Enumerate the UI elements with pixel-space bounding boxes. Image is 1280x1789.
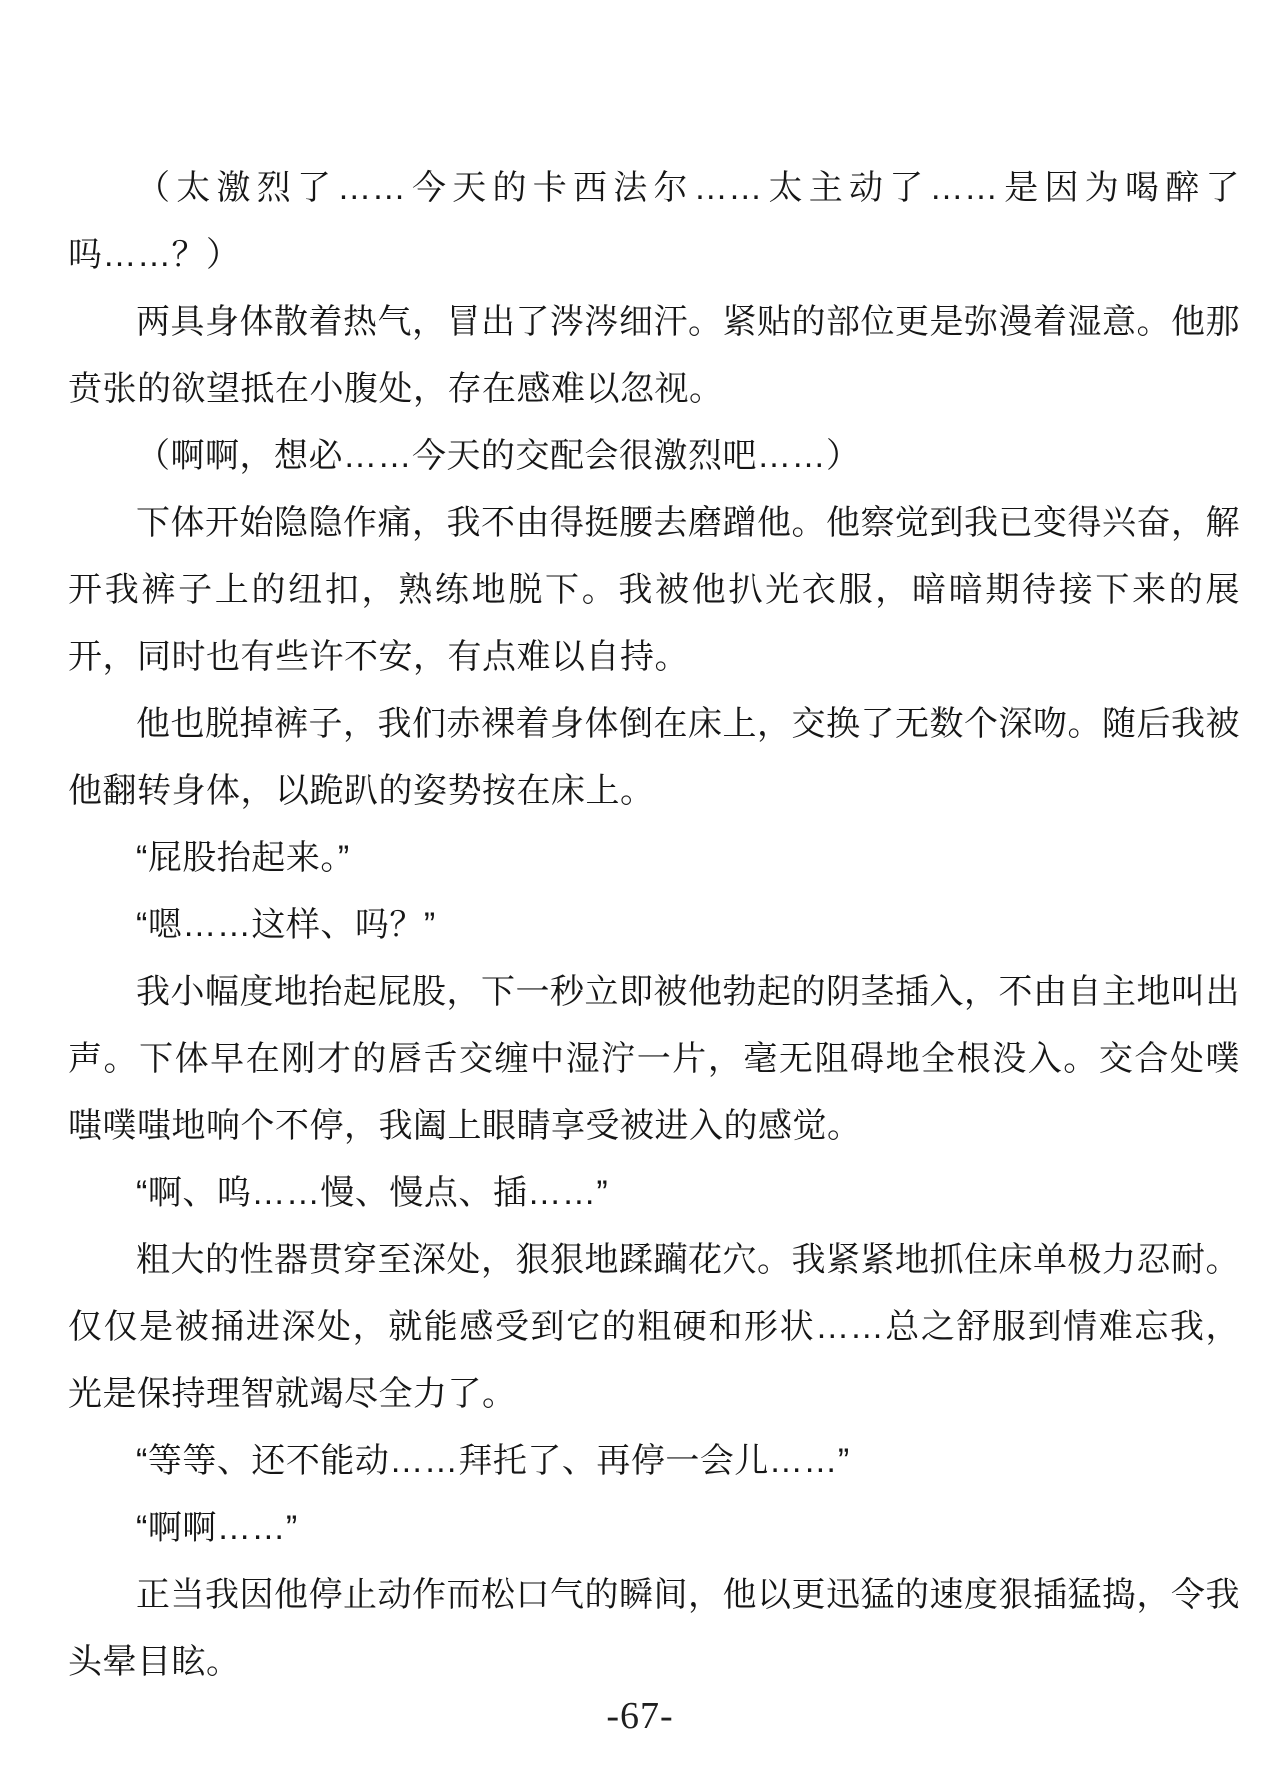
page-number: -67- <box>606 1695 674 1737</box>
paragraph: “啊啊……” <box>136 1509 298 1547</box>
paragraph: 正当我因他停止动作而松口气的瞬间，他以更迅猛的速度狠插猛捣，令我头晕目眩。 <box>68 1576 1240 1681</box>
paragraph: （啊啊，想必……今天的交配会很激烈吧……） <box>136 437 861 475</box>
paragraph: “等等、还不能动……拜托了、再停一会儿……” <box>136 1442 850 1480</box>
paragraph: “嗯……这样、吗？” <box>136 906 436 944</box>
paragraph: “啊、呜……慢、慢点、插……” <box>136 1174 609 1212</box>
paragraph: 两具身体散着热气，冒出了涔涔细汗。紧贴的部位更是弥漫着湿意。他那贲张的欲望抵在小腹处，存在感难以忽视。 <box>68 303 1240 408</box>
paragraph: （太激烈了……今天的卡西法尔……太主动了……是因为喝醉了吗……？） <box>68 169 1240 274</box>
paragraph: 下体开始隐隐作痛，我不由得挺腰去磨蹭他。他察觉到我已变得兴奋，解开我裤子上的纽扣，熟练地脱下。我被他扒光衣服，暗暗期待接下来的展开，同时也有些许不安，有点难以自持。 <box>68 504 1240 676</box>
paragraph: 我小幅度地抬起屁股，下一秒立即被他勃起的阴茎插入，不由自主地叫出声。下体早在刚才的唇舌交缠中湿泞一片，毫无阻碍地全根没入。交合处噗嗤噗嗤地响个不停，我阖上眼睛享受被进入的感觉。 <box>68 973 1240 1145</box>
paragraph: 他也脱掉裤子，我们赤裸着身体倒在床上，交换了无数个深吻。随后我被他翻转身体，以跪趴的姿势按在床上。 <box>68 705 1240 810</box>
paragraph: 粗大的性器贯穿至深处，狠狠地蹂躏花穴。我紧紧地抓住床单极力忍耐。仅仅是被捅进深处，就能感受到它的粗硬和形状……总之舒服到情难忘我，光是保持理智就竭尽全力了。 <box>68 1241 1240 1413</box>
paragraph: “屁股抬起来。” <box>136 839 350 877</box>
novel-text-block <box>68 155 1240 1696</box>
